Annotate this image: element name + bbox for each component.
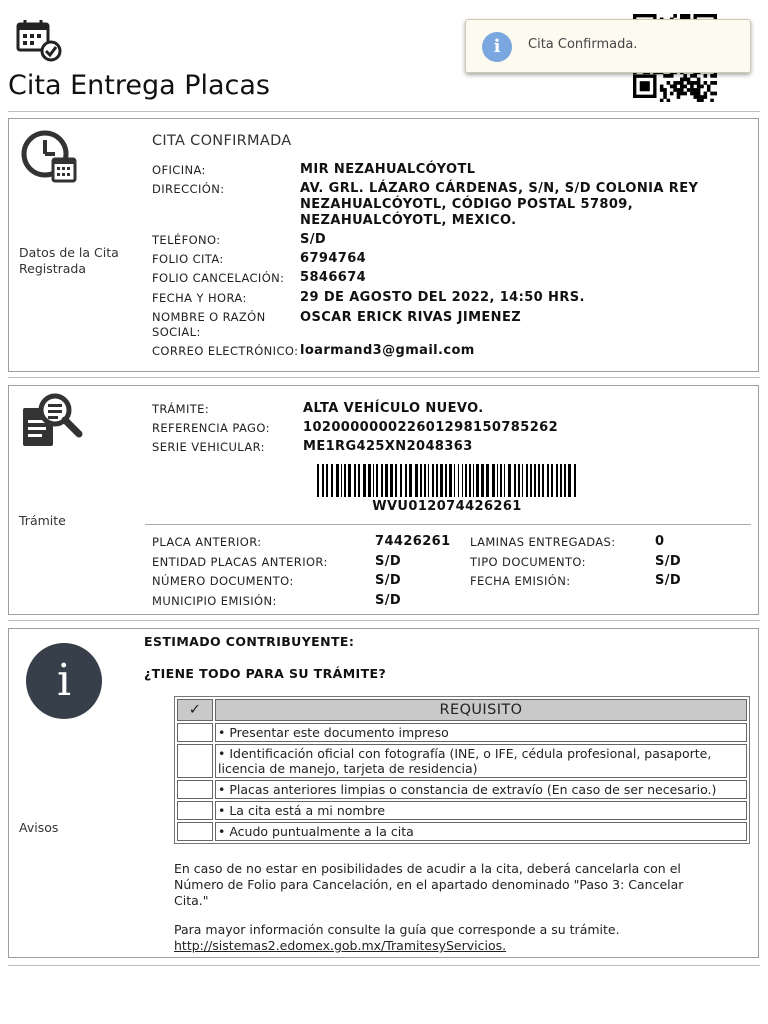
barcode-bar [476,464,479,497]
qr-module [677,92,681,96]
procedure-section [8,385,759,615]
barcode-bar [530,464,532,497]
barcode-bar [542,464,544,497]
qr-module [710,81,714,85]
barcode-bar [574,464,576,497]
barcode-bar [462,464,463,497]
email-value: loarmand3@gmail.com [300,343,475,358]
name-value: OSCAR ERICK RIVAS JIMENEZ [300,310,522,325]
barcode-bar [560,464,562,497]
office-value: MIR NEZAHUALCÓYOTL [300,162,476,177]
barcode-bar [326,464,328,497]
info-circle-icon: i [26,643,102,719]
qr-module [697,88,701,92]
qr-module [683,74,687,78]
barcode-bar [317,464,319,497]
municipality-label: MUNICIPIO EMISIÓN: [152,594,277,608]
qr-module [710,74,714,78]
table-row [177,723,747,742]
qr-module [673,14,677,18]
vin-label: SERIE VEHICULAR: [152,440,265,454]
folio-label: FOLIO CITA: [152,252,224,266]
qr-module [660,99,664,102]
barcode-bar [522,464,523,497]
barcode-bar [358,464,360,497]
payment-ref-value: 10200000002260129815078526​2 [303,420,559,435]
divider [145,524,751,525]
qr-module [714,92,717,96]
barcode-bar [322,464,324,497]
table-row [177,801,747,820]
address-value: AV. GRL. LÁZARO CÁRDENAS, S/N, S/D COLONIA REY NEZAHUALCÓYOTL, CÓDIGO POSTAL 57809, NEZAHUALCÓYOTL, MEXICO. [300,181,699,228]
barcode-bar [458,464,459,497]
check-column-header: ✓ [177,699,213,721]
qr-module [697,92,701,96]
qr-module [707,85,711,89]
barcode-bar [469,464,471,497]
qr-module [714,74,717,78]
qr-module [710,99,714,102]
qr-module [697,85,701,89]
qr-module [700,85,704,89]
qr-module [697,78,701,82]
qr-module [687,14,691,18]
barcode-bar [376,464,378,497]
payment-ref-label: REFERENCIA PAGO: [152,421,270,435]
barcode-bar [445,464,447,497]
appointment-section [8,118,759,372]
qr-module [693,88,697,92]
qr-module [704,74,708,78]
prev-plate-value: 74426261 [375,534,451,549]
folio-value: 6794764 [300,251,367,266]
requirement-text: • Placas anteriores limpias o constancia de extravío (En caso de ser necesario.) [215,780,747,799]
requirement-text: • Presentar este documento impreso [215,723,747,742]
table-row [177,822,747,841]
requirement-column-header: REQUISITO [215,699,747,721]
barcode-bar [547,464,549,497]
barcode-bar [497,464,498,497]
qr-module [677,81,681,85]
qr-module [660,88,664,92]
qr-module [677,95,681,99]
qr-module [687,88,691,92]
prev-state-value: S/D [375,554,402,569]
qr-module [683,78,687,82]
qr-module [667,81,671,85]
qr-module [704,95,708,99]
barcode-bar [526,464,528,497]
qr-module [670,74,674,78]
qr-module [687,78,691,82]
email-label: CORREO ELECTRÓNICO: [152,344,299,358]
doc-type-label: TIPO DOCUMENTO: [470,555,586,569]
barcode-bar [368,464,371,497]
barcode-bar [424,464,426,497]
qr-module [663,88,667,92]
qr-module [697,81,701,85]
doc-number-label: NÚMERO DOCUMENTO: [152,574,294,588]
doc-number-value: S/D [375,573,402,588]
barcode-bar [492,464,495,497]
page-title: Cita Entrega Placas [8,70,270,101]
phone-value: S/D [300,232,327,247]
notice-heading: ESTIMADO CONTRIBUYENTE: [144,634,355,649]
requirement-text: • Identificación oficial con fotografía (INE, o IFE, cédula profesional, pasaporte, licencia de manejo, tarjeta de residencia) [215,744,747,778]
qr-module [700,95,704,99]
qr-finder [640,81,650,91]
barcode-bar [556,464,558,497]
qr-module [663,92,667,96]
qr-module [660,85,664,89]
qr-module [687,81,691,85]
barcode [307,464,587,497]
barcode-text: WVU012074426261 [372,499,522,514]
barcode-bar [481,464,484,497]
qr-module [690,92,694,96]
requirements-table [174,696,750,844]
qr-module [693,81,697,85]
cancel-folio-value: 5846674 [300,270,367,285]
qr-module [683,14,687,18]
barcode-bar [486,464,489,497]
qr-module [680,78,684,82]
requirement-checkbox[interactable] [177,780,213,799]
plates-delivered-value: 0 [655,534,665,549]
toast-message: Cita Confirmada. [528,37,638,52]
procedure-value: ALTA VEHÍCULO NUEVO. [303,401,484,416]
document-search-icon [19,390,85,454]
prev-state-label: ENTIDAD PLACAS ANTERIOR: [152,555,328,569]
cancel-folio-label: FOLIO CANCELACIÓN: [152,271,285,285]
barcode-bar [473,464,474,497]
barcode-bar [538,464,540,497]
barcode-bar [381,464,383,497]
qr-module [697,99,701,102]
doc-type-value: S/D [655,554,682,569]
clock-calendar-icon [19,125,79,189]
qr-module [683,85,687,89]
barcode-bar [390,464,393,497]
qr-module [680,14,684,18]
qr-module [680,81,684,85]
qr-module [693,95,697,99]
barcode-bar [518,464,520,497]
requirement-text: • La cita está a mi nombre [215,801,747,820]
table-row [177,744,747,778]
barcode-bar [440,464,443,497]
qr-module [693,92,697,96]
barcode-bar [465,464,467,497]
qr-module [670,92,674,96]
qr-module [693,74,697,78]
qr-module [667,74,671,78]
qr-module [704,81,708,85]
appointment-status: CITA CONFIRMADA [152,133,292,149]
barcode-bar [436,464,438,497]
barcode-bar [331,464,333,497]
barcode-bar [514,464,516,497]
barcode-bar [564,464,566,497]
barcode-bar [500,464,502,497]
qr-module [690,85,694,89]
qr-module [673,81,677,85]
info-link[interactable]: http://sistemas2.edomex.gob.mx/TramitesyServicios. [174,938,507,953]
address-label: DIRECCIÓN: [152,182,225,196]
barcode-bar [373,464,374,497]
barcode-bar [551,464,553,497]
phone-label: TELÉFONO: [152,233,221,247]
info-icon: i [482,32,512,62]
qr-module [673,88,677,92]
qr-module [680,85,684,89]
barcode-bar [428,464,429,497]
qr-module [714,81,717,85]
barcode-bar [504,464,505,497]
notices-side-label: Avisos [19,820,59,835]
barcode-bar [534,464,536,497]
barcode-bar [348,464,351,497]
barcode-bar [420,464,422,497]
qr-module [667,99,671,102]
confirmation-toast[interactable] [465,19,751,73]
name-label: NOMBRE O RAZÓN SOCIAL: [152,310,266,339]
cancel-note: En caso de no estar en posibilidades de acudir a la cita, deberá cancelarla con el Número de Folio para Cancelación, en el apartado denominado "Paso 3: Cancelar Cita." [174,861,684,908]
prev-plate-label: PLACA ANTERIOR: [152,535,262,549]
barcode-bar [432,464,434,497]
qr-module [704,92,708,96]
datetime-value: 29 DE AGOSTO DEL 2022, 14:50 HRS. [300,290,585,305]
issue-date-value: S/D [655,573,682,588]
barcode-bar [508,464,511,497]
barcode-bar [449,464,452,497]
requirement-checkbox[interactable] [177,822,213,841]
calendar-check-icon [16,18,64,64]
procedure-side-label: Trámite [19,513,66,528]
barcode-bar [400,464,402,497]
appointment-side-label: Datos de la Cita Registrada [19,245,119,276]
barcode-bar [385,464,388,497]
qr-module [710,92,714,96]
table-row [177,780,747,799]
notice-question: ¿TIENE TODO PARA SU TRÁMITE? [144,666,387,681]
qr-module [663,74,667,78]
qr-module [690,88,694,92]
barcode-bar [354,464,356,497]
qr-module [683,92,687,96]
requirement-checkbox[interactable] [177,723,213,742]
info-text: Para mayor información consulte la guía que corresponde a su trámite. [174,922,620,937]
barcode-bar [395,464,397,497]
barcode-bar [336,464,339,497]
qr-module [677,88,681,92]
barcode-bar [344,464,346,497]
issue-date-label: FECHA EMISIÓN: [470,574,571,588]
barcode-bar [363,464,366,497]
barcode-bar [415,464,418,497]
qr-module [680,88,684,92]
qr-module [663,95,667,99]
requirement-checkbox[interactable] [177,744,213,778]
requirement-checkbox[interactable] [177,801,213,820]
barcode-bar [454,464,455,497]
qr-module [670,85,674,89]
barcode-bar [568,464,571,497]
barcode-bar [409,464,412,497]
datetime-label: FECHA Y HORA: [152,291,247,305]
plates-delivered-label: LAMINAS ENTREGADAS: [470,535,616,549]
procedure-label: TRÁMITE: [152,402,210,416]
qr-module [680,92,684,96]
qr-module [690,81,694,85]
barcode-bar [405,464,407,497]
qr-module [707,88,711,92]
qr-module [690,74,694,78]
qr-module [673,85,677,89]
office-label: OFICINA: [152,163,206,177]
municipality-value: S/D [375,593,402,608]
vin-value: ME1RG425XN2048363 [303,439,473,454]
requirement-text: • Acudo puntualmente a la cita [215,822,747,841]
barcode-bar [341,464,342,497]
qr-module [700,99,704,102]
qr-module [697,95,701,99]
